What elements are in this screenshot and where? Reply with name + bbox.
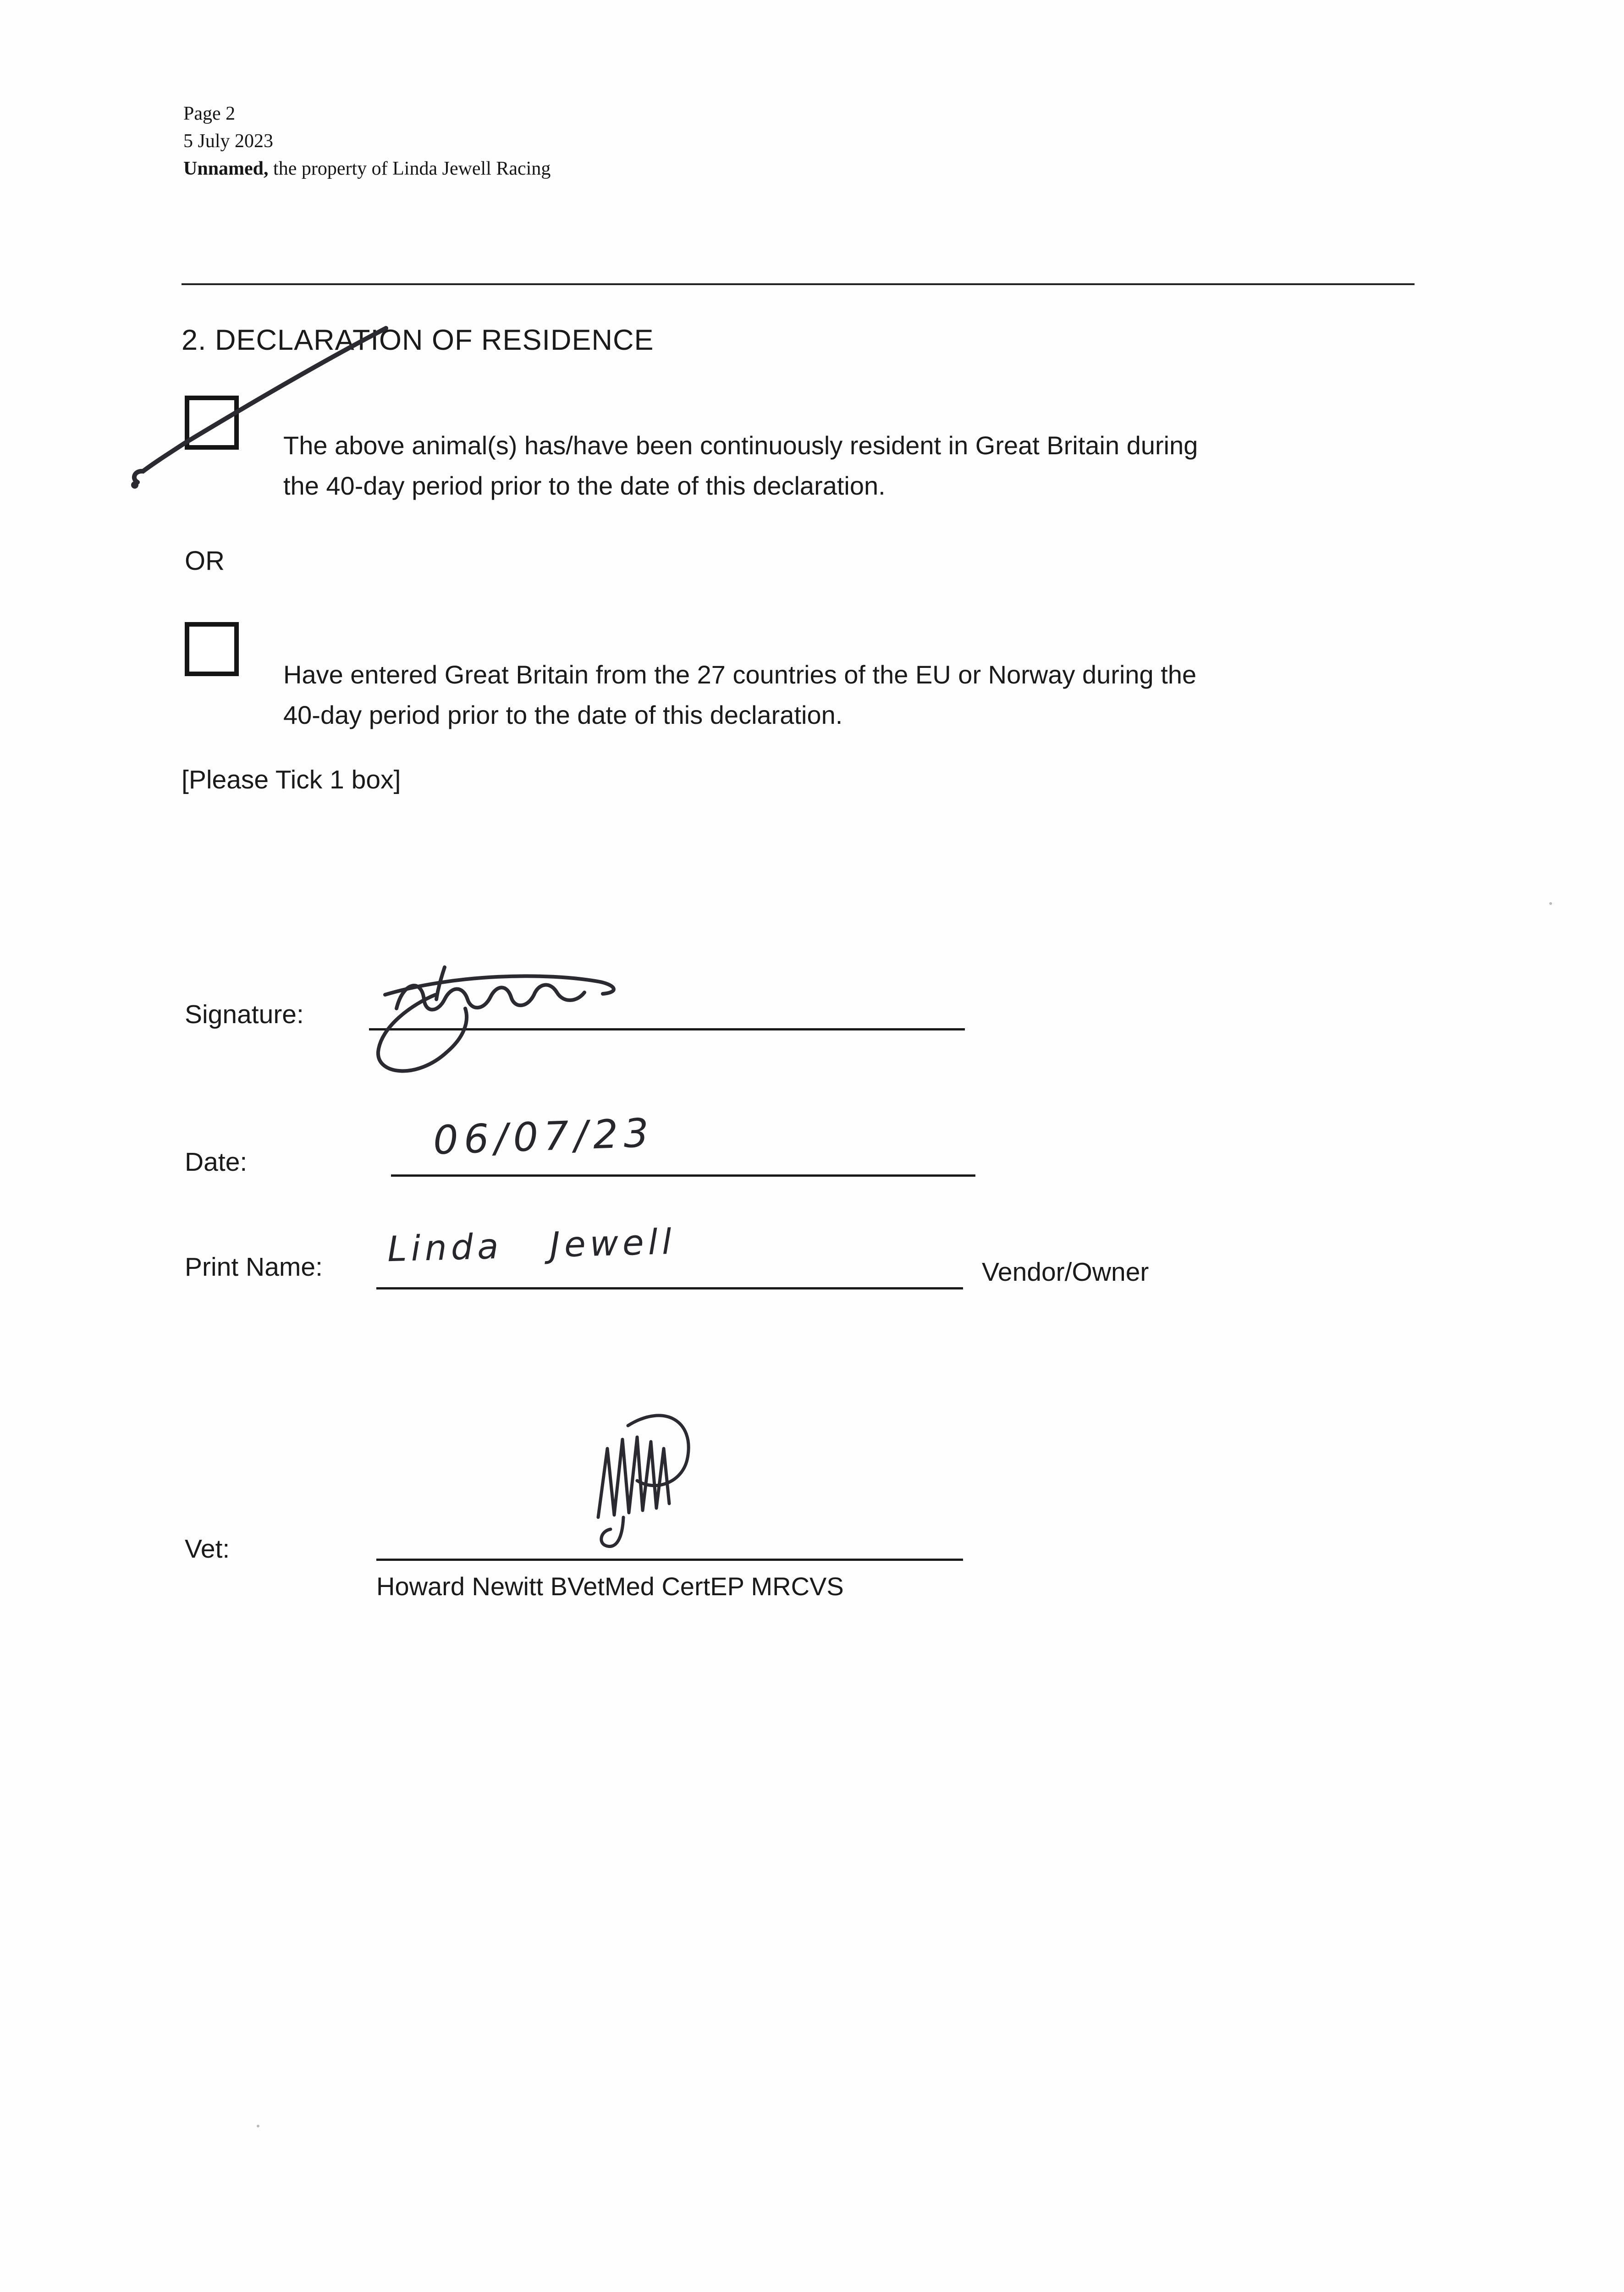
option2-line2: 40-day period prior to the date of this declaration. [283,700,843,729]
tick-mark-ink [124,316,399,500]
option1-line2: the 40-day period prior to the date of this declaration. [283,471,886,500]
signature-label: Signature: [185,1000,304,1029]
print-name-line [376,1287,963,1289]
tick-instruction: [Please Tick 1 box] [182,765,401,794]
date-label: Date: [185,1147,248,1177]
section-title: 2. DECLARATION OF RESIDENCE [182,324,654,356]
print-name-label: Print Name: [185,1252,323,1282]
page-number: Page 2 [183,103,236,124]
header-date: 5 July 2023 [183,131,274,152]
option1-text [283,425,1484,506]
or-label: OR [185,546,225,576]
vet-signature-ink [573,1394,724,1559]
option2-line1: Have entered Great Britain from the 27 countries of the EU or Norway during the [283,660,1197,689]
vet-name: Howard Newitt BVetMed CertEP MRCVS [376,1572,844,1601]
horizontal-divider [182,283,1415,285]
date-line [391,1174,975,1177]
date-handwritten-value: 06/07/23 [432,1110,655,1164]
option2-text [283,655,1484,735]
header-subject [183,155,551,182]
entered-gb-checkbox[interactable] [185,622,239,676]
subject-name: Unnamed, [183,158,269,179]
print-name-handwritten-value: Linda Jewell [386,1221,676,1270]
vet-label: Vet: [185,1534,230,1564]
vendor-owner-label: Vendor/Owner [982,1257,1149,1287]
scan-speck [1549,902,1552,905]
vet-signature-line [376,1559,963,1561]
option1-line1: The above animal(s) has/have been continuously resident in Great Britain during [283,431,1198,460]
document-header [183,100,551,182]
scan-speck [257,2125,259,2127]
vendor-signature-ink [353,940,674,1086]
subject-description: the property of Linda Jewell Racing [268,158,551,179]
